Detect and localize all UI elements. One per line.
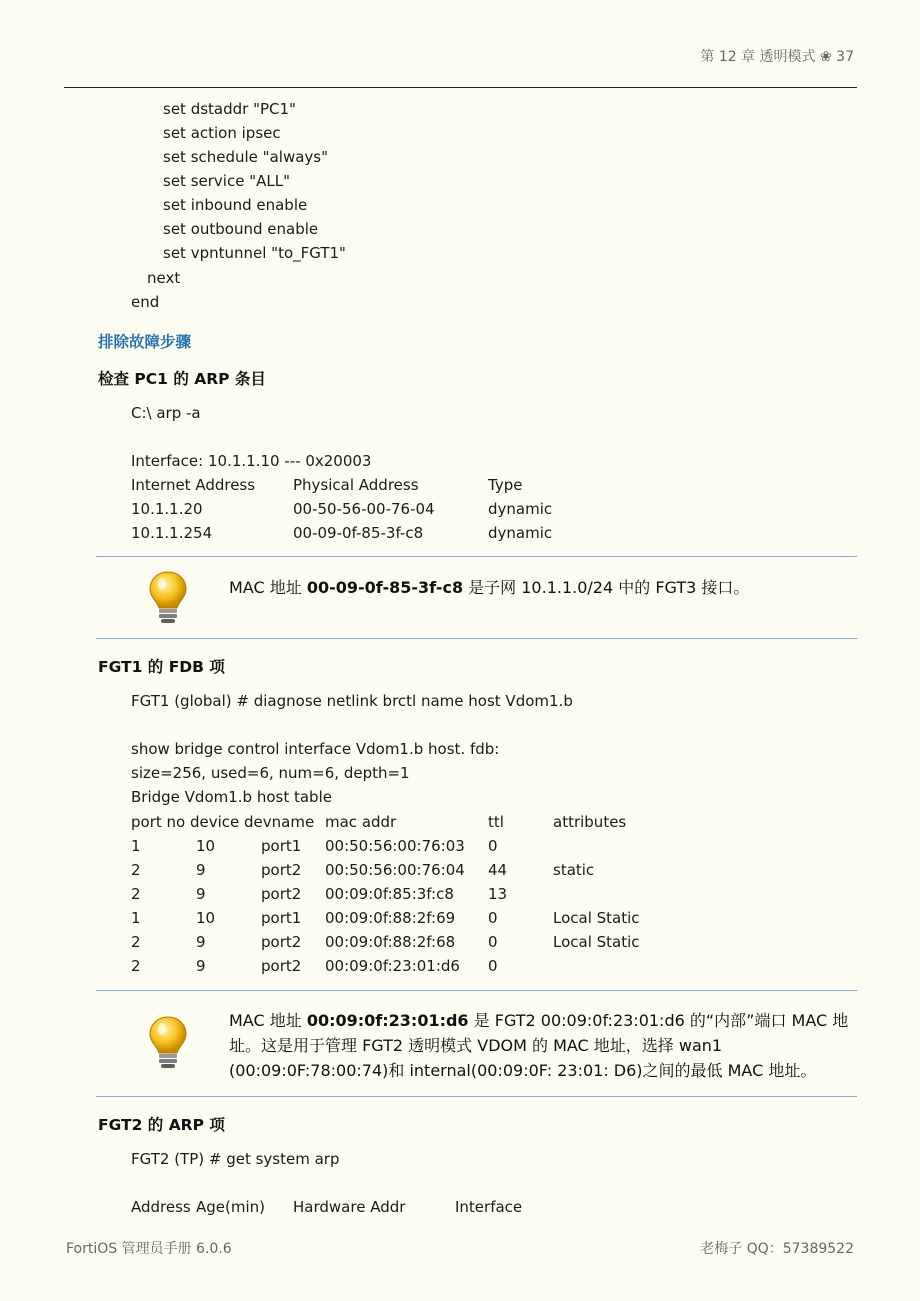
lightbulb-icon [146, 570, 190, 626]
table-cell: port2 [261, 933, 302, 951]
table-cell: 10 [196, 837, 216, 855]
table-cell: 00:09:0f:88:2f:68 [325, 933, 456, 951]
table-cell: 00-50-56-00-76-04 [293, 500, 435, 518]
code-line: set dstaddr "PC1" [163, 100, 296, 118]
table-cell: port2 [261, 861, 302, 879]
table-cell: Local Static [553, 909, 640, 927]
table-cell: 00:50:56:00:76:04 [325, 861, 465, 879]
column-header: attributes [553, 813, 627, 831]
note-divider [96, 1096, 857, 1097]
column-header: ttl [488, 813, 504, 831]
note-text-post: 是子网 10.1.1.0/24 中的 FGT3 接口。 [463, 578, 750, 597]
footer-right: 老梅子 QQ：57389522 [700, 1241, 854, 1257]
table-cell: 00:50:56:00:76:03 [325, 837, 465, 855]
pc1-arp-heading: 检查 PC1 的 ARP 条目 [98, 370, 266, 388]
table-cell: 2 [131, 885, 141, 903]
column-header: port no device devname [131, 813, 315, 831]
table-cell: port1 [261, 837, 302, 855]
footer-left: FortiOS 管理员手册 6.0.6 [66, 1241, 232, 1257]
table-cell: Local Static [553, 933, 640, 951]
note-mac-address: 00:09:0f:23:01:d6 [306, 1011, 469, 1030]
code-line: set service "ALL" [163, 172, 290, 190]
header-divider [64, 87, 857, 88]
note-text-post: 是 FGT2 00:09:0f:23:01:d6 的“内部”端口 MAC 地址。这是用于管理 FGT2 透明模式 VDOM 的 MAC 地址，选择 wan1 (00:09:0F:78:00:74)和 internal(00:09:0F: 23:01: D6)之间的最低 MAC 地址。 [229, 1011, 849, 1080]
output-line: size=256, used=6, num=6, depth=1 [131, 764, 410, 782]
note-text-pre: MAC 地址 [229, 578, 307, 597]
table-cell: 10.1.1.20 [131, 500, 203, 518]
table-cell: 10.1.1.254 [131, 524, 213, 542]
column-header: Hardware Addr [293, 1198, 406, 1216]
code-line: end [131, 293, 160, 311]
output-line: Bridge Vdom1.b host table [131, 788, 332, 806]
table-cell: 0 [488, 837, 498, 855]
table-cell: port2 [261, 957, 302, 975]
table-cell: 9 [196, 933, 206, 951]
fgt2-arp-heading: FGT2 的 ARP 项 [98, 1116, 225, 1134]
code-line: next [147, 269, 181, 287]
table-cell: port1 [261, 909, 302, 927]
interface-line: Interface: 10.1.1.10 --- 0x20003 [131, 452, 372, 470]
column-header: Type [488, 476, 523, 494]
column-header: Internet Address [131, 476, 256, 494]
command-line: FGT1 (global) # diagnose netlink brctl name host Vdom1.b [131, 692, 573, 710]
fgt1-fdb-heading: FGT1 的 FDB 项 [98, 658, 225, 676]
table-cell: 1 [131, 837, 141, 855]
table-cell: 0 [488, 909, 498, 927]
code-line: set action ipsec [163, 124, 281, 142]
table-cell: 2 [131, 957, 141, 975]
page-header: 第 12 章 透明模式 ❀ 37 [700, 49, 854, 65]
table-cell: port2 [261, 885, 302, 903]
table-cell: 2 [131, 933, 141, 951]
table-cell: 00:09:0f:85:3f:c8 [325, 885, 454, 903]
column-header: mac addr [325, 813, 397, 831]
code-line: set inbound enable [163, 196, 308, 214]
table-cell: 2 [131, 861, 141, 879]
column-header: Physical Address [293, 476, 419, 494]
table-cell: static [553, 861, 595, 879]
table-cell: 00:09:0f:23:01:d6 [325, 957, 460, 975]
table-cell: 13 [488, 885, 508, 903]
note-text [229, 1008, 860, 1083]
command-line: FGT2 (TP) # get system arp [131, 1150, 340, 1168]
note-mac-address: 00-09-0f-85-3f-c8 [306, 578, 464, 597]
command-line: C:\ arp -a [131, 404, 201, 422]
note-text-pre: MAC 地址 [229, 1011, 307, 1030]
table-cell: 9 [196, 885, 206, 903]
note-divider [96, 556, 857, 557]
code-line: set schedule "always" [163, 148, 328, 166]
column-header: Address [131, 1198, 191, 1216]
table-cell: 1 [131, 909, 141, 927]
column-header: Age(min) [196, 1198, 266, 1216]
troubleshoot-heading: 排除故障步骤 [98, 333, 192, 351]
note-text [229, 575, 860, 600]
table-cell: 9 [196, 957, 206, 975]
table-cell: dynamic [488, 524, 553, 542]
note-divider [96, 990, 857, 991]
table-cell: dynamic [488, 500, 553, 518]
column-header: Interface [455, 1198, 523, 1216]
table-cell: 00-09-0f-85-3f-c8 [293, 524, 424, 542]
code-line: set vpntunnel "to_FGT1" [163, 244, 346, 262]
table-cell: 10 [196, 909, 216, 927]
table-cell: 00:09:0f:88:2f:69 [325, 909, 456, 927]
note-divider [96, 638, 857, 639]
lightbulb-icon [146, 1015, 190, 1071]
table-cell: 44 [488, 861, 508, 879]
code-line: set outbound enable [163, 220, 319, 238]
table-cell: 9 [196, 861, 206, 879]
table-cell: 0 [488, 933, 498, 951]
output-line: show bridge control interface Vdom1.b host. fdb: [131, 740, 500, 758]
table-cell: 0 [488, 957, 498, 975]
